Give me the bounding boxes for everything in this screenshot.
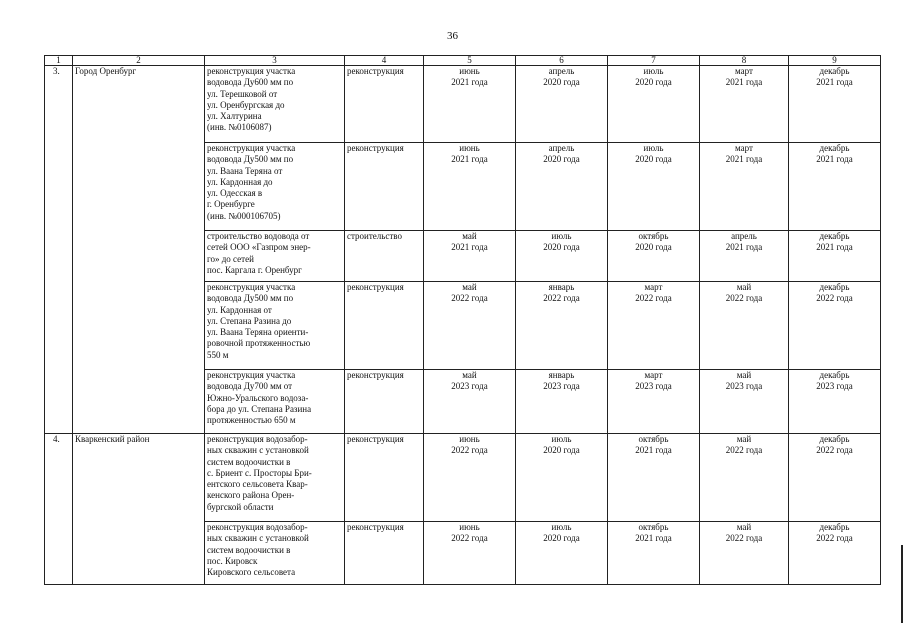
date-col-8: май 2022 года <box>700 434 789 522</box>
date-col-9: декабрь 2022 года <box>789 522 881 585</box>
date-col-9: декабрь 2022 года <box>789 282 881 370</box>
date-col-8: апрель 2021 года <box>700 231 789 282</box>
date-col-7: октябрь 2021 года <box>608 522 700 585</box>
date-col-7: июль 2020 года <box>608 66 700 143</box>
date-col-9: декабрь 2021 года <box>789 66 881 143</box>
date-col-8: май 2023 года <box>700 370 789 434</box>
table-row <box>45 66 881 143</box>
date-col-8: март 2021 года <box>700 143 789 231</box>
date-col-7: июль 2020 года <box>608 143 700 231</box>
work-type: реконструкция <box>345 282 424 370</box>
date-col-9: декабрь 2021 года <box>789 231 881 282</box>
page-edge-line <box>901 545 903 623</box>
date-col-7: октябрь 2021 года <box>608 434 700 522</box>
item-number: 4. <box>45 434 73 585</box>
date-col-5: май 2021 года <box>424 231 516 282</box>
date-col-5: май 2023 года <box>424 370 516 434</box>
work-type: реконструкция <box>345 434 424 522</box>
work-description: строительство водовода от сетей ООО «Газпром энер- го» до сетей пос. Каргала г. Оренбург <box>205 231 345 282</box>
date-col-5: июнь 2022 года <box>424 522 516 585</box>
date-col-8: май 2022 года <box>700 282 789 370</box>
work-description: реконструкция участка водовода Ду500 мм по ул. Ваана Теряна от ул. Кардонная до ул. Одесская в г. Оренбурге (инв. №000106705) <box>205 143 345 231</box>
column-number: 7 <box>608 56 700 66</box>
item-number: 3. <box>45 66 73 434</box>
date-col-5: май 2022 года <box>424 282 516 370</box>
column-number: 1 <box>45 56 73 66</box>
work-description: реконструкция водозабор- ных скважин с установкой систем водоочистки в пос. Кировск Кировского сельсовета <box>205 522 345 585</box>
date-col-7: март 2022 года <box>608 282 700 370</box>
work-type: реконструкция <box>345 66 424 143</box>
municipality-name: Город Оренбург <box>73 66 205 434</box>
column-number: 6 <box>516 56 608 66</box>
date-col-6: июль 2020 года <box>516 434 608 522</box>
work-description: реконструкция участка водовода Ду700 мм от Южно-Уральского водоза- бора до ул. Степана Разина протяженностью 650 м <box>205 370 345 434</box>
date-col-6: январь 2023 года <box>516 370 608 434</box>
date-col-8: март 2021 года <box>700 66 789 143</box>
date-col-7: март 2023 года <box>608 370 700 434</box>
date-col-9: декабрь 2023 года <box>789 370 881 434</box>
date-col-7: октябрь 2020 года <box>608 231 700 282</box>
date-col-9: декабрь 2021 года <box>789 143 881 231</box>
date-col-5: июнь 2021 года <box>424 143 516 231</box>
column-number: 8 <box>700 56 789 66</box>
work-type: реконструкция <box>345 522 424 585</box>
column-number: 2 <box>73 56 205 66</box>
date-col-9: декабрь 2022 года <box>789 434 881 522</box>
date-col-6: апрель 2020 года <box>516 143 608 231</box>
column-number-row <box>45 56 881 66</box>
work-description: реконструкция участка водовода Ду600 мм по ул. Терешковой от ул. Оренбургская до ул. Халтурина (инв. №0106087) <box>205 66 345 143</box>
work-description: реконструкция участка водовода Ду500 мм по ул. Кардонная от ул. Степана Разина до ул. Ваана Теряна ориенти- ровочной протяженностью 550 м <box>205 282 345 370</box>
schedule-table <box>44 55 881 585</box>
column-number: 3 <box>205 56 345 66</box>
page-number: 36 <box>447 30 458 42</box>
date-col-5: июнь 2022 года <box>424 434 516 522</box>
table-row <box>45 434 881 522</box>
date-col-6: апрель 2020 года <box>516 66 608 143</box>
work-type: реконструкция <box>345 370 424 434</box>
municipality-name: Кваркенский район <box>73 434 205 585</box>
work-type: строительство <box>345 231 424 282</box>
work-description: реконструкция водозабор- ных скважин с установкой систем водоочистки в с. Бриент с. Просторы Бри- ентского сельсовета Квар- кенского района Орен- бургской области <box>205 434 345 522</box>
date-col-6: июль 2020 года <box>516 522 608 585</box>
date-col-8: май 2022 года <box>700 522 789 585</box>
date-col-6: январь 2022 года <box>516 282 608 370</box>
date-col-5: июнь 2021 года <box>424 66 516 143</box>
column-number: 5 <box>424 56 516 66</box>
date-col-6: июль 2020 года <box>516 231 608 282</box>
column-number: 4 <box>345 56 424 66</box>
work-type: реконструкция <box>345 143 424 231</box>
column-number: 9 <box>789 56 881 66</box>
